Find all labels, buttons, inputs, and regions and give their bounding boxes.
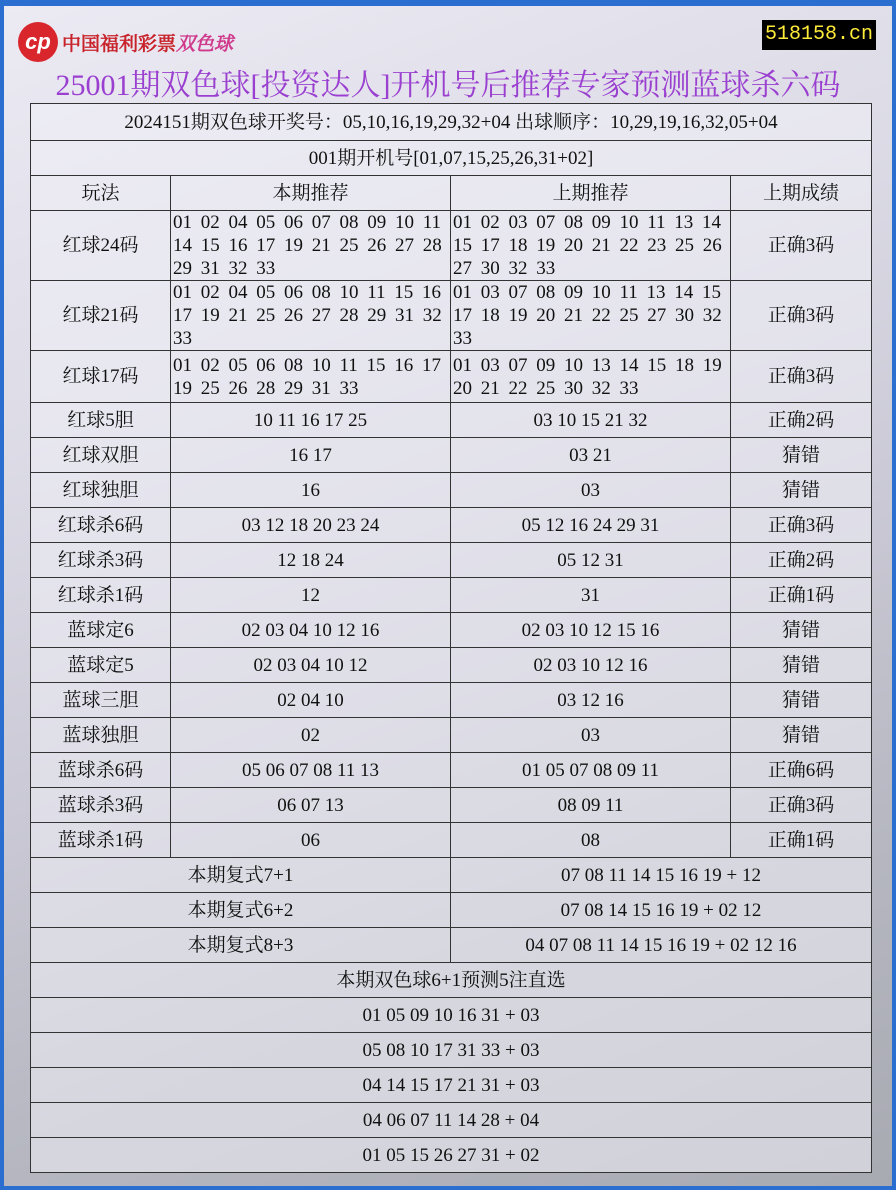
current-pick: 02 — [171, 718, 451, 753]
logo-icon: cp — [18, 22, 58, 62]
table-row — [31, 823, 872, 858]
play-type: 蓝球独胆 — [31, 718, 171, 753]
table-row — [31, 648, 872, 683]
table-row — [31, 211, 872, 281]
previous-result: 正确2码 — [731, 403, 872, 438]
play-type: 蓝球定6 — [31, 613, 171, 648]
previous-result: 猜错 — [731, 438, 872, 473]
pick-numbers: 04 14 15 17 21 31 + 03 — [31, 1068, 872, 1103]
header-row — [31, 176, 872, 211]
pick-numbers: 04 06 07 11 14 28 + 04 — [31, 1103, 872, 1138]
current-pick: 12 — [171, 578, 451, 613]
logo-text: 中国福利彩票 — [62, 33, 177, 55]
previous-pick: 08 — [451, 823, 731, 858]
header-previous: 上期推荐 — [451, 176, 731, 211]
fushi-label: 本期复式8+3 — [31, 928, 451, 963]
table-row — [31, 543, 872, 578]
site-badge[interactable]: 518158.cn — [762, 20, 876, 50]
fushi-row — [31, 893, 872, 928]
play-type: 蓝球三胆 — [31, 683, 171, 718]
pick-row — [31, 1138, 872, 1173]
previous-result: 正确3码 — [731, 351, 872, 403]
current-pick: 01 02 04 05 06 08 10 11 15 16 17 19 21 25 26 27 28 29 31 32 33 — [171, 281, 451, 351]
fushi-numbers: 07 08 11 14 15 16 19 + 12 — [451, 858, 872, 893]
pick-row — [31, 1068, 872, 1103]
header-play: 玩法 — [31, 176, 171, 211]
table-row — [31, 578, 872, 613]
pick-row — [31, 1103, 872, 1138]
play-type: 蓝球杀3码 — [31, 788, 171, 823]
previous-pick: 01 05 07 08 09 11 — [451, 753, 731, 788]
play-type: 蓝球杀1码 — [31, 823, 171, 858]
prediction-table — [30, 103, 872, 1173]
previous-pick: 01 03 07 09 10 13 14 15 18 19 20 21 22 25 30 32 33 — [451, 351, 731, 403]
current-pick: 16 — [171, 473, 451, 508]
table-row — [31, 473, 872, 508]
previous-pick: 03 — [451, 473, 731, 508]
previous-result: 正确1码 — [731, 823, 872, 858]
previous-pick: 03 12 16 — [451, 683, 731, 718]
fushi-row — [31, 858, 872, 893]
current-pick: 06 07 13 — [171, 788, 451, 823]
table-row — [31, 508, 872, 543]
current-pick: 16 17 — [171, 438, 451, 473]
table-row — [31, 403, 872, 438]
play-type: 红球杀1码 — [31, 578, 171, 613]
current-pick: 02 03 04 10 12 16 — [171, 613, 451, 648]
machine-numbers: 001期开机号[01,07,15,25,26,31+02] — [31, 141, 872, 176]
page-title: 25001期双色球[投资达人]开机号后推荐专家预测蓝球杀六码 — [55, 69, 841, 102]
previous-pick: 08 09 11 — [451, 788, 731, 823]
previous-pick: 05 12 16 24 29 31 — [451, 508, 731, 543]
previous-result: 猜错 — [731, 473, 872, 508]
play-type: 红球5胆 — [31, 403, 171, 438]
current-pick: 06 — [171, 823, 451, 858]
fushi-row — [31, 928, 872, 963]
current-pick: 02 04 10 — [171, 683, 451, 718]
previous-result: 正确1码 — [731, 578, 872, 613]
table-row — [31, 613, 872, 648]
play-type: 红球杀6码 — [31, 508, 171, 543]
header-result: 上期成绩 — [731, 176, 872, 211]
fushi-numbers: 07 08 14 15 16 19 + 02 12 — [451, 893, 872, 928]
table-row — [31, 683, 872, 718]
previous-pick: 01 02 03 07 08 09 10 11 13 14 15 17 18 19 20 21 22 23 25 26 27 30 32 33 — [451, 211, 731, 281]
previous-result: 正确3码 — [731, 508, 872, 543]
play-type: 红球杀3码 — [31, 543, 171, 578]
play-type: 红球24码 — [31, 211, 171, 281]
previous-result: 正确6码 — [731, 753, 872, 788]
lottery-logo — [18, 22, 233, 62]
play-type: 红球17码 — [31, 351, 171, 403]
previous-pick: 03 21 — [451, 438, 731, 473]
current-pick: 12 18 24 — [171, 543, 451, 578]
draw-info: 2024151期双色球开奖号：05,10,16,19,29,32+04 出球顺序：10,29,19,16,32,05+04 — [31, 104, 872, 141]
table-row — [31, 718, 872, 753]
table-row — [31, 753, 872, 788]
previous-result: 正确2码 — [731, 543, 872, 578]
play-type: 蓝球杀6码 — [31, 753, 171, 788]
previous-pick: 05 12 31 — [451, 543, 731, 578]
table-row — [31, 788, 872, 823]
current-pick: 10 11 16 17 25 — [171, 403, 451, 438]
play-type: 红球双胆 — [31, 438, 171, 473]
pick-row — [31, 1033, 872, 1068]
fushi-label: 本期复式6+2 — [31, 893, 451, 928]
previous-pick: 01 03 07 08 09 10 11 13 14 15 17 18 19 20 21 22 25 27 30 32 33 — [451, 281, 731, 351]
pick-numbers: 01 05 09 10 16 31 + 03 — [31, 998, 872, 1033]
table-row — [31, 351, 872, 403]
play-type: 红球独胆 — [31, 473, 171, 508]
fushi-label: 本期复式7+1 — [31, 858, 451, 893]
previous-result: 猜错 — [731, 613, 872, 648]
previous-pick: 03 — [451, 718, 731, 753]
previous-pick: 02 03 10 12 16 — [451, 648, 731, 683]
table-row — [31, 281, 872, 351]
pick-numbers: 01 05 15 26 27 31 + 02 — [31, 1138, 872, 1173]
pick-numbers: 05 08 10 17 31 33 + 03 — [31, 1033, 872, 1068]
current-pick: 02 03 04 10 12 — [171, 648, 451, 683]
previous-pick: 03 10 15 21 32 — [451, 403, 731, 438]
previous-result: 猜错 — [731, 648, 872, 683]
current-pick: 03 12 18 20 23 24 — [171, 508, 451, 543]
logo-ssq: 双色球 — [176, 33, 234, 55]
play-type: 蓝球定5 — [31, 648, 171, 683]
previous-result: 猜错 — [731, 683, 872, 718]
header-current: 本期推荐 — [171, 176, 451, 211]
play-type: 红球21码 — [31, 281, 171, 351]
previous-pick: 02 03 10 12 15 16 — [451, 613, 731, 648]
picks-title: 本期双色球6+1预测5注直选 — [31, 963, 872, 998]
current-pick: 05 06 07 08 11 13 — [171, 753, 451, 788]
current-pick: 01 02 05 06 08 10 11 15 16 17 19 25 26 28 29 31 33 — [171, 351, 451, 403]
previous-result: 正确3码 — [731, 211, 872, 281]
previous-result: 正确3码 — [731, 281, 872, 351]
pick-row — [31, 998, 872, 1033]
table-row — [31, 438, 872, 473]
previous-result: 猜错 — [731, 718, 872, 753]
fushi-numbers: 04 07 08 11 14 15 16 19 + 02 12 16 — [451, 928, 872, 963]
previous-result: 正确3码 — [731, 788, 872, 823]
previous-pick: 31 — [451, 578, 731, 613]
current-pick: 01 02 04 05 06 07 08 09 10 11 14 15 16 17 19 21 25 26 27 28 29 31 32 33 — [171, 211, 451, 281]
